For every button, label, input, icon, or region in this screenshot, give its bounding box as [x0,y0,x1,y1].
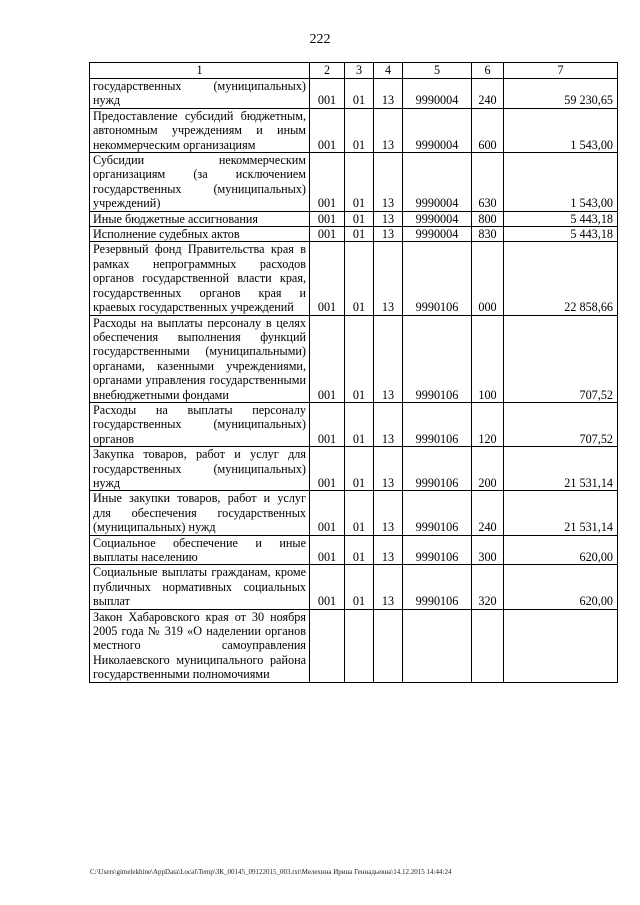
column-header: 2 [310,63,345,79]
cell-col2: 001 [310,565,345,609]
cell-sum: 5 443,18 [504,211,618,226]
cell-col3: 01 [345,211,374,226]
cell-sum: 1 543,00 [504,153,618,212]
cell-col4: 13 [374,535,403,565]
table-row [90,315,618,402]
cell-col3: 01 [345,402,374,446]
table-row [90,447,618,491]
cell-col6: 630 [472,153,504,212]
cell-col4: 13 [374,227,403,242]
cell-col2: 001 [310,242,345,315]
cell-col5 [403,609,472,682]
cell-col2: 001 [310,153,345,212]
cell-col3: 01 [345,79,374,109]
table-row [90,108,618,152]
cell-col4: 13 [374,402,403,446]
row-name: Расходы на выплаты персоналу государственных (муниципальных) органов [90,402,310,446]
row-name: Закон Хабаровского края от 30 ноября 2005 года № 319 «О наделении органов местного самоуправления Николаевского муниципального района государственными полномочиями [90,609,310,682]
cell-col3 [345,609,374,682]
cell-col5: 9990106 [403,402,472,446]
column-header: 5 [403,63,472,79]
cell-col2: 001 [310,315,345,402]
table-row [90,402,618,446]
cell-col4: 13 [374,242,403,315]
cell-col3: 01 [345,535,374,565]
cell-col6: 240 [472,491,504,535]
row-name: Иные закупки товаров, работ и услуг для обеспечения государственных (муниципальных) нужд [90,491,310,535]
column-header: 7 [504,63,618,79]
cell-col5: 9990106 [403,242,472,315]
cell-col6: 300 [472,535,504,565]
cell-col2: 001 [310,491,345,535]
cell-sum: 21 531,14 [504,447,618,491]
cell-col3: 01 [345,227,374,242]
row-name: Предоставление субсидий бюджетным, автономным учреждениям и иным некоммерческим организациям [90,108,310,152]
cell-col2: 001 [310,535,345,565]
cell-col4 [374,609,403,682]
cell-col5: 9990106 [403,535,472,565]
cell-col2: 001 [310,402,345,446]
row-name: государственных (муниципальных) нужд [90,79,310,109]
cell-col6: 600 [472,108,504,152]
cell-col3: 01 [345,315,374,402]
table-row [90,565,618,609]
cell-col4: 13 [374,315,403,402]
column-header: 3 [345,63,374,79]
cell-sum: 707,52 [504,315,618,402]
table-row [90,79,618,109]
row-name: Иные бюджетные ассигнования [90,211,310,226]
cell-col2 [310,609,345,682]
table-row [90,211,618,226]
footer-file-path: C:\Users\gimelekhine\AppData\Local\Temp\ЗК_00145_09122015_003.txt\Мелехина Ирина Геннадьевна\14.12.2015 14:44:24 [90,868,452,876]
cell-col4: 13 [374,153,403,212]
cell-col5: 9990106 [403,447,472,491]
cell-sum: 59 230,65 [504,79,618,109]
cell-col4: 13 [374,211,403,226]
cell-col6 [472,609,504,682]
cell-sum: 707,52 [504,402,618,446]
cell-col4: 13 [374,79,403,109]
cell-sum: 1 543,00 [504,108,618,152]
page-number: 222 [309,32,331,47]
table-row [90,535,618,565]
row-name: Социальные выплаты гражданам, кроме публичных нормативных социальных выплат [90,565,310,609]
cell-sum [504,609,618,682]
column-header: 4 [374,63,403,79]
cell-col5: 9990004 [403,227,472,242]
cell-col5: 9990004 [403,79,472,109]
cell-col5: 9990106 [403,565,472,609]
cell-col4: 13 [374,565,403,609]
row-name: Социальное обеспечение и иные выплаты населению [90,535,310,565]
table-row [90,242,618,315]
cell-col5: 9990106 [403,491,472,535]
column-header: 1 [90,63,310,79]
budget-table [89,62,618,683]
cell-col3: 01 [345,447,374,491]
cell-col2: 001 [310,211,345,226]
cell-col3: 01 [345,108,374,152]
cell-col6: 800 [472,211,504,226]
cell-col4: 13 [374,447,403,491]
cell-sum: 620,00 [504,565,618,609]
table-row [90,153,618,212]
cell-col6: 830 [472,227,504,242]
cell-col2: 001 [310,447,345,491]
row-name: Расходы на выплаты персоналу в целях обеспечения выполнения функций государственными (муниципальными) органами, казенными учреждениями, органами управления государственными внебюджетными фондами [90,315,310,402]
row-name: Исполнение судебных актов [90,227,310,242]
cell-col3: 01 [345,242,374,315]
table-row [90,227,618,242]
cell-col3: 01 [345,153,374,212]
cell-col4: 13 [374,108,403,152]
cell-col6: 200 [472,447,504,491]
cell-col5: 9990004 [403,211,472,226]
cell-col3: 01 [345,565,374,609]
cell-col5: 9990004 [403,153,472,212]
cell-col4: 13 [374,491,403,535]
row-name: Субсидии некоммерческим организациям (за исключением государственных (муниципальных) учреждений) [90,153,310,212]
cell-col5: 9990004 [403,108,472,152]
cell-sum: 22 858,66 [504,242,618,315]
table-header-row [90,63,618,79]
cell-sum: 21 531,14 [504,491,618,535]
cell-col2: 001 [310,79,345,109]
table-row [90,491,618,535]
cell-col6: 240 [472,79,504,109]
cell-sum: 620,00 [504,535,618,565]
cell-col3: 01 [345,491,374,535]
cell-col2: 001 [310,227,345,242]
cell-col6: 100 [472,315,504,402]
row-name: Резервный фонд Правительства края в рамках непрограммных расходов органов государственной власти края, государственных органов края и краевых государственных учреждений [90,242,310,315]
cell-sum: 5 443,18 [504,227,618,242]
column-header: 6 [472,63,504,79]
cell-col6: 000 [472,242,504,315]
row-name: Закупка товаров, работ и услуг для государственных (муниципальных) нужд [90,447,310,491]
cell-col6: 120 [472,402,504,446]
cell-col5: 9990106 [403,315,472,402]
cell-col2: 001 [310,108,345,152]
cell-col6: 320 [472,565,504,609]
table-row [90,609,618,682]
